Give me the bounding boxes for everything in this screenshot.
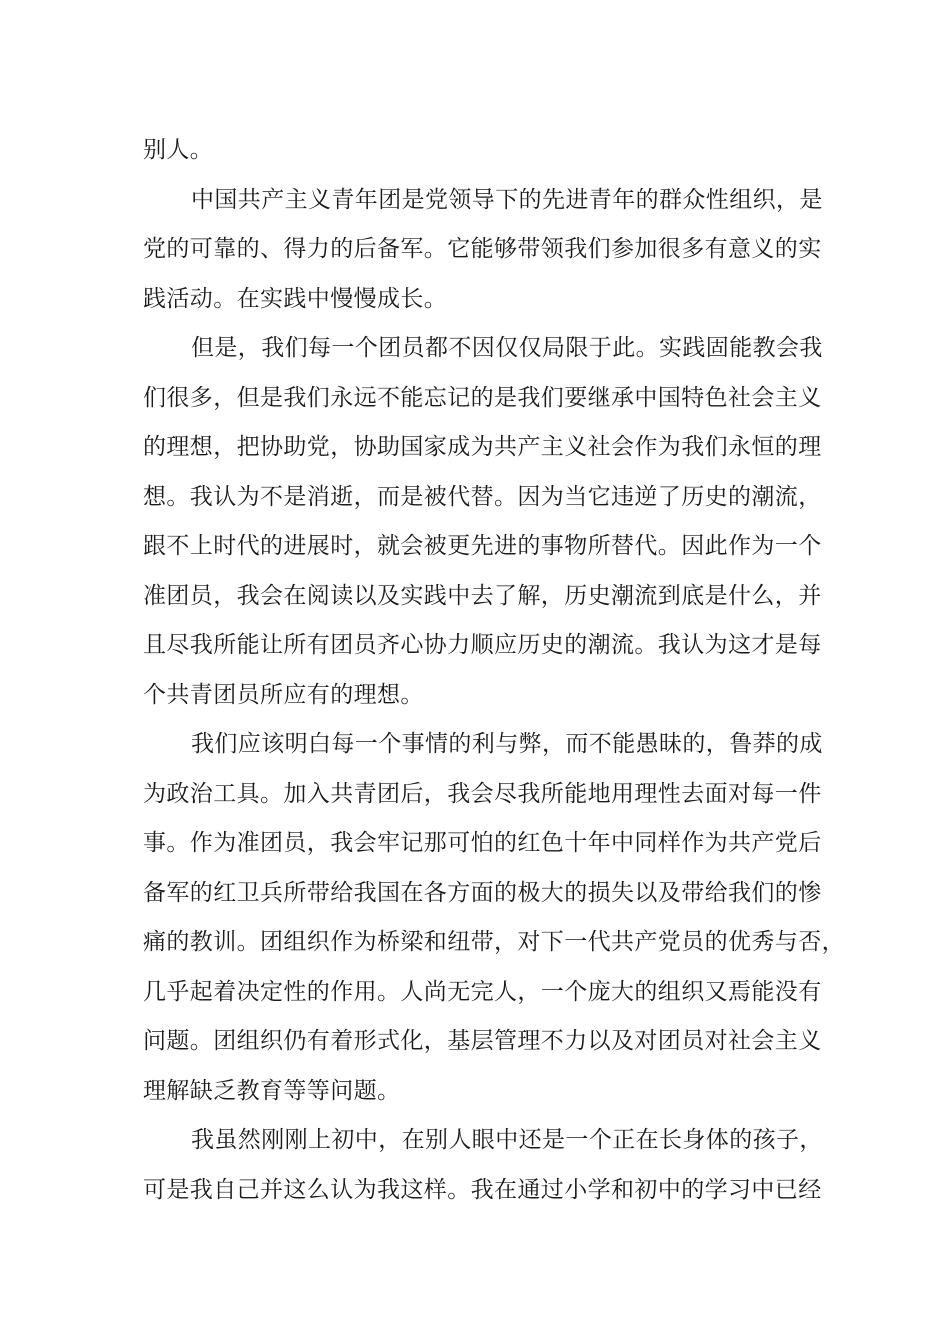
text-line: 跟不上时代的进展时，就会被更先进的事物所替代。因此作为一个 bbox=[143, 533, 822, 559]
text-line: 事。作为准团员，我会牢记那可怕的红色十年中同样作为共产党后 bbox=[143, 830, 822, 856]
text-line: 问题。团组织仍有着形式化，基层管理不力以及对团员对社会主义 bbox=[143, 1028, 822, 1054]
text-line: 践活动。在实践中慢慢成长。 bbox=[143, 285, 448, 312]
paragraph-start-line: 但是，我们每一个团员都不因仅仅局限于此。实践固能教会我 bbox=[191, 335, 823, 361]
text-line: 准团员，我会在阅读以及实践中去了解，历史潮流到底是什么，并 bbox=[143, 582, 822, 609]
text-line: 的理想，把协助党，协助国家成为共产主义社会作为我们永恒的理 bbox=[143, 434, 822, 460]
text-line: 为政治工具。加入共青团后，我会尽我所能地用理性去面对每一件 bbox=[143, 780, 822, 807]
text-line: 想。我认为不是消逝，而是被代替。因为当它违逆了历史的潮流， bbox=[143, 483, 822, 510]
text-line: 别人。 bbox=[143, 137, 214, 163]
document-body bbox=[143, 126, 845, 1215]
paragraph-start-line: 我们应该明白每一个事情的利与弊，而不能愚昧的，鲁莽的成 bbox=[191, 731, 823, 757]
paragraph-start-line: 我虽然刚刚上初中，在别人眼中还是一个正在长身体的孩子， bbox=[191, 1127, 823, 1153]
text-line: 且尽我所能让所有团员齐心协力顺应历史的潮流。我认为这才是每 bbox=[143, 632, 822, 658]
text-line: 备军的红卫兵所带给我国在各方面的极大的损失以及带给我们的惨 bbox=[143, 879, 822, 906]
text-line: 党的可靠的、得力的后备军。它能够带领我们参加很多有意义的实 bbox=[143, 236, 822, 262]
paragraph-start-line: 中国共产主义青年团是党领导下的先进青年的群众性组织，是 bbox=[191, 186, 823, 213]
text-line: 个共青团员所应有的理想。 bbox=[143, 681, 424, 708]
text-line: 们很多，但是我们永远不能忘记的是我们要继承中国特色社会主义 bbox=[143, 384, 822, 411]
text-line: 可是我自己并这么认为我这样。我在通过小学和初中的学习中已经 bbox=[143, 1176, 822, 1203]
text-line: 痛的教训。团组织作为桥梁和纽带，对下一代共产党员的优秀与否， bbox=[143, 929, 845, 955]
text-line: 几乎起着决定性的作用。人尚无完人，一个庞大的组织又焉能没有 bbox=[143, 978, 822, 1005]
text-line: 理解缺乏教育等等问题。 bbox=[143, 1077, 401, 1104]
